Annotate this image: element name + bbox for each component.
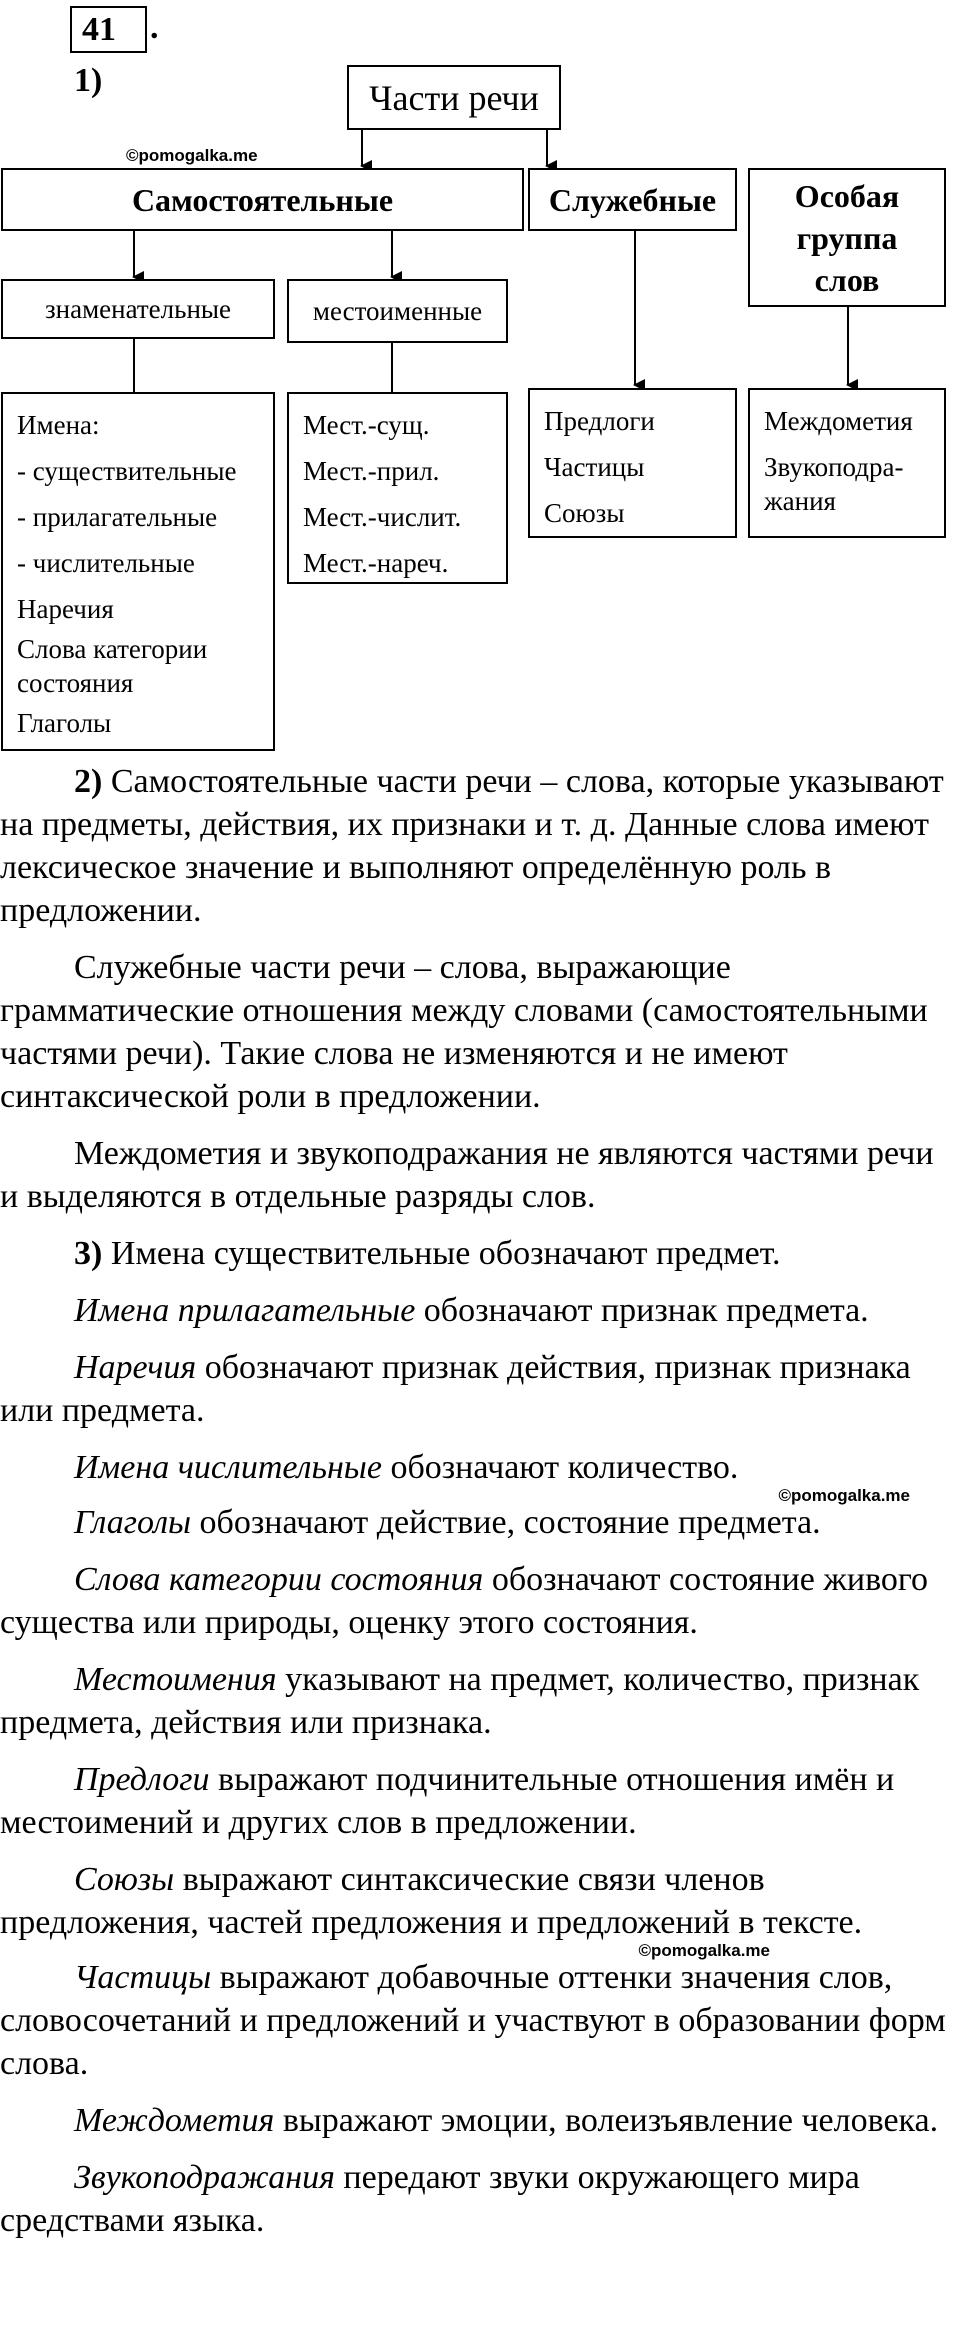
section2-paragraph-3: Междометия и звукоподражания не являются частями речи и выделяются в отдельные разряды слов. [0, 1135, 934, 1215]
section2-p1-text: Самостоятельные части речи – слова, которые указывают на предметы, действия, их признаки и т. д. Данные слова имеют лексическое значение и выполняют определённую роль в предложении. [0, 763, 944, 929]
answer-text [0, 760, 960, 2256]
section3-item-term: Звукоподражания [74, 2159, 335, 2196]
pronominal-item: Мест.-прил. [303, 456, 440, 486]
exercise-number: 41 [70, 6, 147, 53]
pronominal-item: Мест.-нареч. [303, 548, 449, 578]
section2-paragraph-2: Служебные части речи – слова, выражающие грамматические отношения между словами (самостоятельными частями речи). Такие слова не изменяются и не имеют синтаксической роли в предложении. [0, 949, 928, 1115]
nominal-item: - числительные [17, 548, 195, 578]
root-box [347, 65, 561, 130]
special-label-line2: группа [796, 219, 898, 256]
auxiliary-box [528, 168, 737, 231]
auxiliary-item: Частицы [544, 452, 645, 482]
pronominal-item: Мест.-числит. [303, 502, 462, 532]
watermark-top: ©pomogalka.me [126, 146, 258, 165]
special-group-box [748, 168, 946, 307]
independent-label: Самостоятельные [131, 181, 394, 218]
auxiliary-item: Союзы [544, 498, 625, 528]
section3-item-text: выражают добавочные оттенки значения слов, словосочетаний и предложений и участвуют в образовании форм слова. [0, 1959, 946, 2082]
section3-item-term: Слова категории состояния [74, 1561, 484, 1598]
section3-item-5 [0, 1558, 960, 1644]
section3-item-text: указывают на предмет, количество, признак предмета, действия или признака. [0, 1661, 920, 1741]
section3-item-term: Предлоги [74, 1761, 210, 1798]
nominal-item: - существительные [17, 456, 237, 486]
special-item: Междометия [764, 406, 913, 436]
section3-item-text: обозначают состояние живого существа или природы, оценку этого состояния. [0, 1561, 929, 1641]
section3-item-term: Наречия [74, 1349, 197, 1386]
nominal-item: Наречия [17, 594, 114, 624]
section3-item-term: Союзы [74, 1861, 175, 1898]
section3-item-text: выражают синтаксические связи членов предложения, частей предложения и предложений в тексте. [0, 1861, 863, 1941]
section2-label: 2) [74, 763, 103, 800]
section3-item-term: Местоимения [74, 1661, 277, 1698]
section3-item-7 [0, 1758, 960, 1844]
section3-item-0 [0, 1232, 960, 1275]
auxiliary-label: Служебные [548, 181, 717, 218]
section3-item-11 [0, 2156, 960, 2242]
root-label: Части речи [369, 77, 539, 118]
section3-item-text: выражают эмоции, волеизъявление человека. [274, 2102, 939, 2139]
nominal-item: - прилагательные [17, 502, 218, 532]
section3-label: 3) [74, 1235, 103, 1272]
nominal-item: Глаголы [17, 708, 112, 738]
section3-item-text: обозначают количество. [381, 1449, 739, 1486]
pronominal-box [287, 279, 508, 343]
section3-item-9 [0, 1956, 960, 2085]
pronominal-item: Мест.-сущ. [303, 410, 430, 440]
section3-item-text: Имена существительные обозначают предмет. [110, 1235, 781, 1272]
nominal-box [1, 279, 275, 339]
section3-item-term: Междометия [74, 2102, 275, 2139]
section3-item-term: Глаголы [74, 1504, 192, 1541]
special-item: Звукоподра-жания [764, 452, 904, 516]
pronominal-list-box [287, 392, 508, 584]
special-label-line1: Особая [794, 177, 900, 214]
section3-item-text: выражают подчинительные отношения имён и местоимений и других слов в предложении. [0, 1761, 895, 1841]
section3-item-term: Имена числительные [74, 1449, 382, 1486]
section3-item-text: передают звуки окружающего мира средствами языка. [0, 2159, 860, 2239]
section3-item-text: обозначают действие, состояние предмета. [191, 1504, 821, 1541]
special-label-line3: слов [814, 261, 880, 298]
nominal-list-box [1, 392, 275, 751]
section3-item-8 [0, 1858, 960, 1944]
part1-label: 1) [74, 62, 103, 99]
nominal-label: знаменательные [44, 293, 232, 324]
section3-item-10 [0, 2099, 960, 2142]
section3-item-1 [0, 1289, 960, 1332]
independent-box [1, 168, 524, 231]
nominal-item: Слова категории состояния [17, 634, 208, 698]
section2-paragraph-1 [0, 760, 960, 932]
watermark-bottom: ©pomogalka.me [638, 1941, 770, 1960]
section3-item-3 [0, 1446, 960, 1489]
section3-item-6 [0, 1658, 960, 1744]
special-list-box [748, 388, 946, 538]
watermark-middle: ©pomogalka.me [778, 1486, 910, 1505]
section3-item-term: Имена прилагательные [74, 1292, 416, 1329]
auxiliary-list-box [528, 388, 737, 538]
pronominal-label: местоименные [312, 295, 483, 326]
section3-item-4 [0, 1501, 960, 1544]
auxiliary-item: Предлоги [544, 406, 655, 436]
section3-item-text: обозначают признак действия, признак признака или предмета. [0, 1349, 911, 1429]
section3-item-term: Частицы [74, 1959, 212, 1996]
exercise-number-dot: . [150, 9, 159, 46]
section3-item-text: обозначают признак предмета. [415, 1292, 869, 1329]
section3-item-2 [0, 1346, 960, 1432]
nominal-item: Имена: [17, 410, 100, 440]
